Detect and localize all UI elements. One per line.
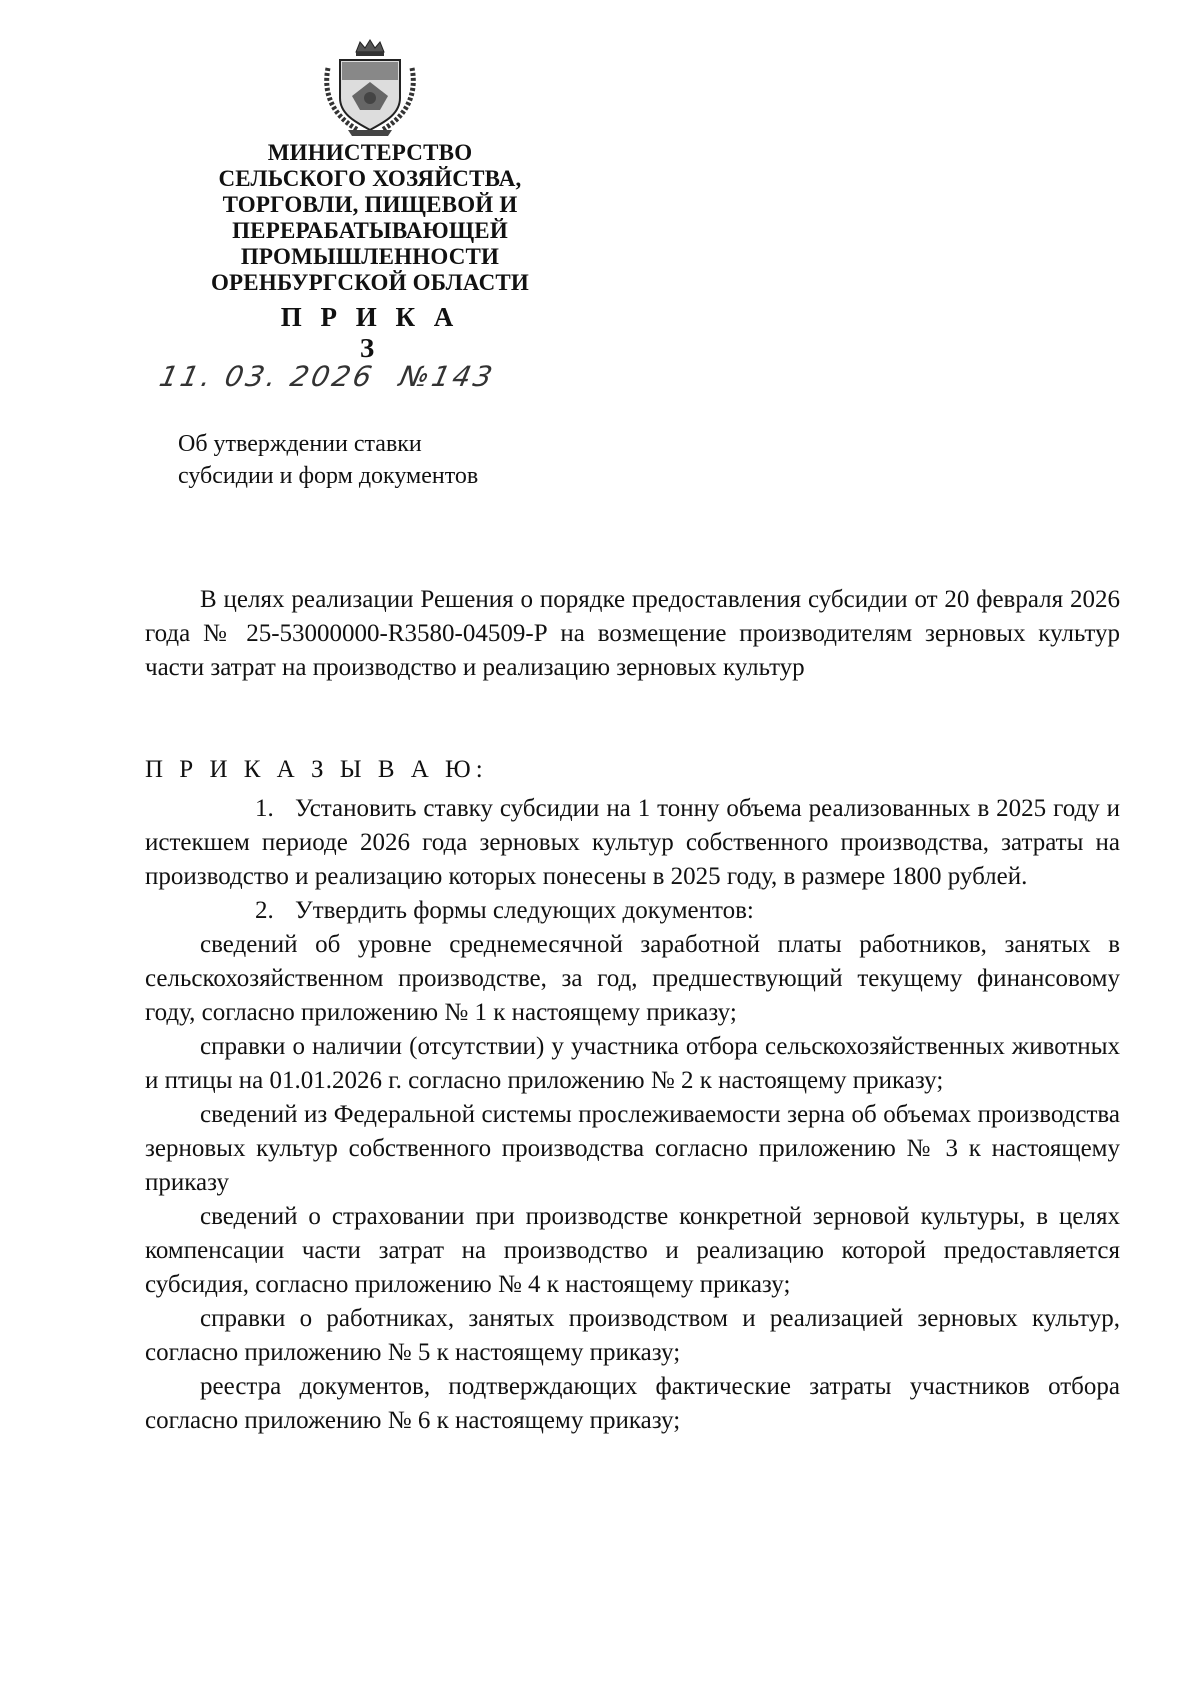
subject-line: Об утверждении ставки [178,431,422,457]
item-text: Установить ставку субсидии на 1 тонну объема реализованных в 2025 году и истекшем периоде 2026 года зерновых культур собственного производства, затраты на производство и реализацию которых понесены в 2025 году, в размере 1800 рублей. [145,795,1120,890]
command-word: П Р И К А З Ы В А Ю: [145,756,488,783]
document-type-title: П Р И К А З [280,302,460,363]
item-text: Утвердить формы следующих документов: [295,897,754,924]
order-item [145,792,1120,894]
preamble-block [145,583,1120,685]
handwritten-date: 11. 03. 2026 [156,360,378,393]
ministry-line: ТОРГОВЛИ, ПИЩЕВОЙ И [222,192,518,217]
form-sub-item: сведений об уровне среднемесячной заработной платы работников, занятых в сельскохозяйственном производстве, за год, предшествующий текущему финансовому году, согласно приложению № 1 к настоящему приказу; [145,931,1120,1026]
form-sub-item: сведений о страховании при производстве конкретной зерновой культуры, в целях компенсации части затрат на производство и реализацию которой предоставляется субсидия, согласно приложению № 4 к настоящему приказу; [145,1203,1120,1298]
ministry-line: МИНИСТЕРСТВО [267,140,473,165]
form-sub-item: справки о работниках, занятых производством и реализацией зерновых культур, согласно приложению № 5 к настоящему приказу; [145,1305,1120,1366]
item-number: 2. [255,897,274,924]
form-sub-item: сведений из Федеральной системы прослеживаемости зерна об объемах производства зерновых культур собственного производства согласно приложению № 3 к настоящему приказу [145,1101,1120,1196]
preamble-paragraph: В целях реализации Решения о порядке предоставления субсидии от 20 февраля 2026 года № 25-53000000-R3580-04509-Р на возмещение производителям зерновых культур части затрат на производство и реализацию зерновых культур [145,586,1120,681]
ministry-name [170,140,570,296]
form-sub-item: справки о наличии (отсутствии) у участника отбора сельскохозяйственных животных и птицы на 01.01.2026 г. согласно приложению № 2 к настоящему приказу; [145,1033,1120,1094]
form-sub-item: реестра документов, подтверждающих фактические затраты участников отбора согласно приложению № 6 к настоящему приказу; [145,1373,1120,1434]
ministry-line: СЕЛЬСКОГО ХОЗЯЙСТВА, [218,166,522,191]
document-subject [178,428,478,492]
ministry-line: ПРОМЫШЛЕННОСТИ [240,244,500,269]
order-item [145,894,1120,928]
item-number: 1. [255,795,274,822]
subject-line: субсидии и форм документов [178,463,479,489]
order-items [145,792,1120,1438]
coat-of-arms-icon [318,38,422,138]
ministry-line: ПЕРЕРАБАТЫВАЮЩЕЙ [232,218,508,243]
handwritten-number: №143 [396,360,499,393]
ministry-line: ОРЕНБУРГСКОЙ ОБЛАСТИ [210,270,530,295]
